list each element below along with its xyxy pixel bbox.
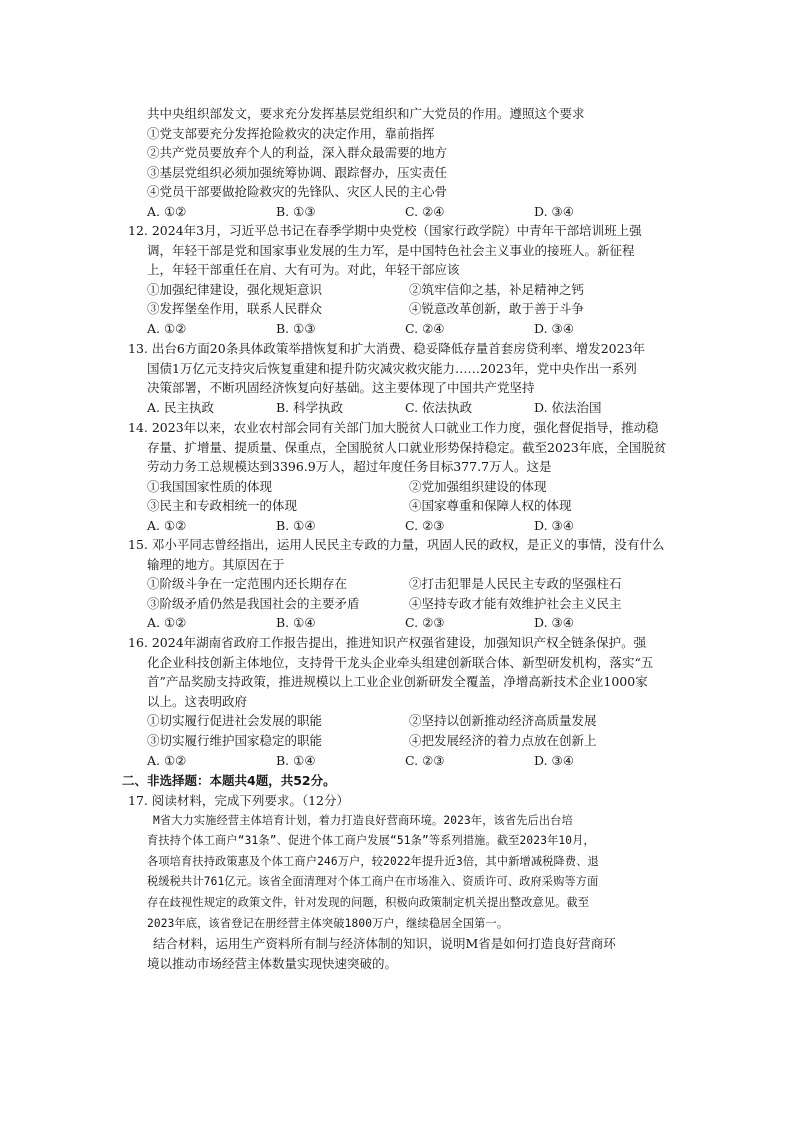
question-14-item-4: ④国家尊重和保障人权的体现 bbox=[409, 498, 572, 514]
question-12-item-3: ③发挥堡垒作用，联系人民群众 bbox=[147, 301, 323, 317]
question-14-stem-line-1: 14. 2023年以来，农业农村部会同有关部门加大脱贫人口就业工作力度，强化督促指导，推动稳 bbox=[128, 420, 659, 435]
question-12 bbox=[128, 221, 678, 339]
question-17-material bbox=[128, 811, 678, 935]
material-line-3: 各项培育扶持政策惠及个体工商户246万户，较2022年提升近3倍，其中新增减税降费、退 bbox=[147, 854, 599, 868]
question-12-item-4: ④锐意改革创新，敢于善于斗争 bbox=[409, 301, 585, 317]
question-11-options bbox=[128, 202, 678, 222]
question-17-task-line-2: 境以推动市场经营主体数量实现快速突破的。 bbox=[147, 955, 398, 971]
question-12-items-row-2 bbox=[128, 299, 678, 319]
question-11-stem: 共中央组织部发文，要求充分发挥基层党组织和广大党员的作用。遵照这个要求 bbox=[147, 106, 585, 121]
question-15 bbox=[128, 535, 678, 633]
option-a: A. 民主执政 bbox=[147, 399, 214, 415]
option-b: B. ①③ bbox=[276, 203, 316, 219]
question-14-stem-line-2: 存量、扩增量、提质量、保重点，全国脱贫人口就业形势保持稳定。截至2023年底，全国脱贫 bbox=[147, 439, 667, 455]
option-c: C. ②③ bbox=[405, 752, 445, 768]
question-15-options bbox=[128, 613, 678, 633]
question-12-item-1: ①加强纪律建设，强化规矩意识 bbox=[147, 281, 323, 297]
option-a: A. ①② bbox=[147, 615, 187, 631]
question-16-items-row-2 bbox=[128, 731, 678, 751]
option-c: C. ②④ bbox=[405, 320, 445, 336]
material-line-4: 税缓税共计761亿元。该省全面清理对个体工商户在市场准入、资质许可、政府采购等方面 bbox=[147, 875, 599, 889]
question-14-item-3: ③民主和专政相统一的体现 bbox=[147, 498, 298, 514]
option-d: D. ③④ bbox=[534, 320, 574, 336]
option-b: B. ①③ bbox=[276, 320, 316, 336]
section-2 bbox=[122, 771, 672, 791]
question-12-options bbox=[128, 319, 678, 339]
option-a: A. ①② bbox=[147, 752, 187, 768]
question-16-stem-line-3: 首”产品奖励支持政策，推进规模以上工业企业创新研发全覆盖，净增高新技术企业1000家 bbox=[147, 674, 648, 690]
question-11 bbox=[128, 104, 678, 222]
option-c: C. ②③ bbox=[405, 517, 445, 533]
option-d: D. 依法治国 bbox=[534, 399, 602, 415]
question-16-item-4: ④把发展经济的着力点放在创新上 bbox=[409, 732, 597, 748]
question-15-items-row-2 bbox=[128, 594, 678, 614]
option-c: C. ②③ bbox=[405, 615, 445, 631]
question-13-stem-line-2: 国债1万亿元支持灾后恢复重建和提升防灾减灾救灾能力……2023年，党中央作出一系列 bbox=[147, 360, 637, 376]
option-b: B. ①④ bbox=[276, 517, 316, 533]
question-12-stem-line-3: 上，年轻干部重任在肩、大有可为。对此，年轻干部应该 bbox=[147, 262, 460, 278]
question-14-options bbox=[128, 516, 678, 536]
question-14-stem-line-3: 劳动力务工总规模达到3396.9万人，超过年度任务目标377.7万人。这是 bbox=[147, 459, 552, 475]
material-line-2: 育扶持个体工商户“31条”、促进个体工商户发展“51条”等系列措施。截至2023年10月， bbox=[147, 834, 595, 848]
question-17-stem: 17. 阅读材料，完成下列要求。（12分） bbox=[128, 793, 350, 808]
question-12-stem-line-1: 12. 2024年3月，习近平总书记在春季学期中央党校（国家行政学院）中青年干部培训班上强 bbox=[128, 223, 642, 238]
question-13-stem-line-1: 13. 出台6方面20条具体政策举措恢复和扩大消费、稳妥降低存量首套房贷利率、增发2023年 bbox=[128, 341, 646, 356]
question-16-item-2: ②坚持以创新推动经济高质量发展 bbox=[409, 713, 597, 729]
question-14-item-2: ②党加强组织建设的体现 bbox=[409, 478, 547, 494]
question-15-stem-line-2: 输理的地方。其原因在于 bbox=[147, 556, 285, 572]
question-16-items-row-1 bbox=[128, 711, 678, 731]
question-11-item-4: ④党员干部要做抢险救灾的先锋队、灾区人民的主心骨 bbox=[147, 184, 448, 200]
question-12-items-row-1 bbox=[128, 280, 678, 300]
section-2-heading: 二、非选择题：本题共4题，共52分。 bbox=[122, 773, 336, 788]
option-d: D. ③④ bbox=[534, 615, 574, 631]
material-line-5: 存在歧视性规定的政策文件，针对发现的问题，积极向政策制定机关提出整改意见。截至 bbox=[147, 895, 590, 909]
question-14-item-1: ①我国国家性质的体现 bbox=[147, 478, 273, 494]
question-16-stem-line-4: 以上。这表明政府 bbox=[147, 693, 248, 709]
option-c: C. 依法执政 bbox=[405, 399, 473, 415]
option-d: D. ③④ bbox=[534, 752, 574, 768]
question-15-stem-line-1: 15. 邓小平同志曾经指出，运用人民民主专政的力量，巩固人民的政权，是正义的事情，没有什么 bbox=[128, 537, 665, 552]
option-d: D. ③④ bbox=[534, 203, 574, 219]
option-a: A. ①② bbox=[147, 320, 187, 336]
option-b: B. ①④ bbox=[276, 752, 316, 768]
question-15-item-4: ④坚持专政才能有效维护社会主义民主 bbox=[409, 595, 622, 611]
question-15-items-row-1 bbox=[128, 574, 678, 594]
option-d: D. ③④ bbox=[534, 517, 574, 533]
question-14-items-row-2 bbox=[128, 496, 678, 516]
option-a: A. ①② bbox=[147, 517, 187, 533]
question-13 bbox=[128, 339, 678, 417]
option-c: C. ②④ bbox=[405, 203, 445, 219]
question-14-items-row-1 bbox=[128, 477, 678, 497]
question-16-item-1: ①切实履行促进社会发展的职能 bbox=[147, 713, 323, 729]
question-15-item-1: ①阶级斗争在一定范围内还长期存在 bbox=[147, 576, 348, 592]
question-14 bbox=[128, 418, 678, 536]
question-11-item-1: ①党支部要充分发挥抢险救灾的决定作用，靠前指挥 bbox=[147, 125, 435, 141]
option-a: A. ①② bbox=[147, 203, 187, 219]
question-17 bbox=[128, 791, 678, 973]
question-12-item-2: ②筑牢信仰之基，补足精神之钙 bbox=[409, 281, 585, 297]
question-11-item-3: ③基层党组织必须加强统筹协调、跟踪督办，压实责任 bbox=[147, 164, 448, 180]
question-16-item-3: ③切实履行维护国家稳定的职能 bbox=[147, 732, 323, 748]
question-17-task-line-1: 结合材料，运用生产资料所有制与经济体制的知识，说明M省是如何打造良好营商环 bbox=[153, 936, 616, 952]
question-12-stem-line-2: 调，年轻干部是党和国家事业发展的生力军，是中国特色社会主义事业的接班人。新征程 bbox=[147, 242, 635, 258]
question-16 bbox=[128, 633, 678, 770]
material-line-6: 2023年底，该省登记在册经营主体突破1800万户，继续稳居全国第一。 bbox=[147, 916, 509, 930]
question-13-stem-line-3: 决策部署，不断巩固经济恢复向好基础。这主要体现了中国共产党坚持 bbox=[147, 380, 535, 396]
question-13-options bbox=[128, 398, 678, 418]
question-16-stem-line-1: 16. 2024年湖南省政府工作报告提出，推进知识产权强省建设，加强知识产权全链条保护。强 bbox=[128, 635, 647, 650]
option-b: B. 科学执政 bbox=[276, 399, 344, 415]
question-16-options bbox=[128, 751, 678, 771]
option-b: B. ①④ bbox=[276, 615, 316, 631]
question-15-item-2: ②打击犯罪是人民民主专政的坚强柱石 bbox=[409, 576, 622, 592]
question-15-item-3: ③阶级矛盾仍然是我国社会的主要矛盾 bbox=[147, 595, 360, 611]
material-line-1: M省大力实施经营主体培育计划，着力打造良好营商环境。2023年，该省先后出台培 bbox=[153, 813, 573, 827]
question-16-stem-line-2: 化企业科技创新主体地位，支持骨干龙头企业牵头组建创新联合体、新型研发机构，落实“五 bbox=[147, 654, 654, 670]
question-11-item-2: ②共产党员要放弃个人的利益，深入群众最需要的地方 bbox=[147, 145, 448, 161]
